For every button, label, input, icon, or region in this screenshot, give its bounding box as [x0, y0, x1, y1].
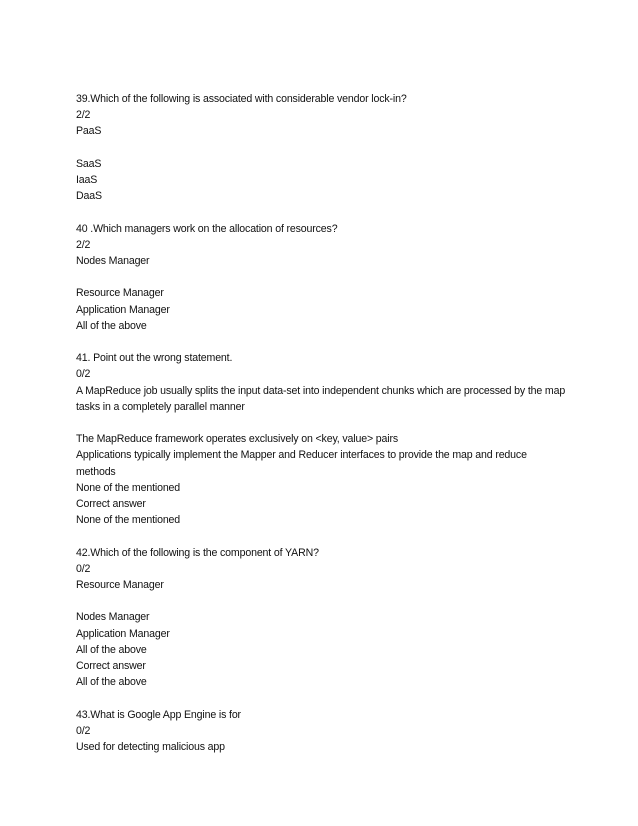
spacer — [76, 593, 566, 609]
question-block-39 — [76, 91, 566, 204]
answer-option: Nodes Manager — [76, 611, 150, 624]
answer-option: None of the mentioned — [76, 481, 181, 494]
correct-answer: None of the mentioned — [76, 514, 181, 527]
question-block-42 — [76, 545, 566, 691]
answer-option: Resource Manager — [76, 579, 164, 591]
answer-option: All of the above — [76, 643, 147, 656]
question-block-41 — [76, 350, 566, 528]
spacer — [76, 528, 566, 544]
question-score: 2/2 — [76, 238, 91, 251]
answer-option: DaaS — [76, 190, 102, 203]
spacer — [76, 690, 566, 706]
question-text: 41. Point out the wrong statement. — [76, 352, 233, 365]
spacer — [76, 204, 566, 220]
answer-option: IaaS — [76, 174, 98, 186]
quiz-content — [76, 91, 566, 755]
answer-option: Application Manager — [76, 627, 170, 640]
correct-answer-label: Correct answer — [76, 498, 146, 510]
spacer — [76, 269, 566, 285]
spacer — [76, 140, 566, 156]
answer-option: A MapReduce job usually splits the input data-set into independent chunks which are processed by the map tasks in a completely parallel manner — [76, 384, 566, 413]
question-text: 40 .Which managers work on the allocation of resources? — [76, 222, 338, 235]
answer-option: SaaS — [76, 157, 102, 170]
answer-option: Resource Manager — [76, 287, 164, 300]
question-block-40 — [76, 221, 566, 334]
answer-option: All of the above — [76, 319, 147, 332]
correct-answer-label: Correct answer — [76, 660, 146, 672]
question-score: 0/2 — [76, 724, 91, 737]
question-block-43 — [76, 707, 566, 756]
question-text: 42.Which of the following is the component of YARN? — [76, 546, 319, 559]
spacer — [76, 415, 566, 431]
question-text: 43.What is Google App Engine is for — [76, 708, 241, 721]
question-score: 2/2 — [76, 109, 91, 122]
answer-option: The MapReduce framework operates exclusively on <key, value> pairs — [76, 433, 399, 446]
correct-answer: All of the above — [76, 676, 147, 689]
answer-option: Applications typically implement the Mapper and Reducer interfaces to provide the map and reduce methods — [76, 449, 527, 478]
answer-option: Application Manager — [76, 303, 170, 316]
answer-option: Nodes Manager — [76, 255, 150, 267]
spacer — [76, 334, 566, 350]
question-text: 39.Which of the following is associated with considerable vendor lock-in? — [76, 93, 407, 105]
question-score: 0/2 — [76, 368, 91, 381]
answer-option: Used for detecting malicious app — [76, 741, 225, 753]
answer-option: PaaS — [76, 125, 102, 138]
question-score: 0/2 — [76, 562, 91, 575]
